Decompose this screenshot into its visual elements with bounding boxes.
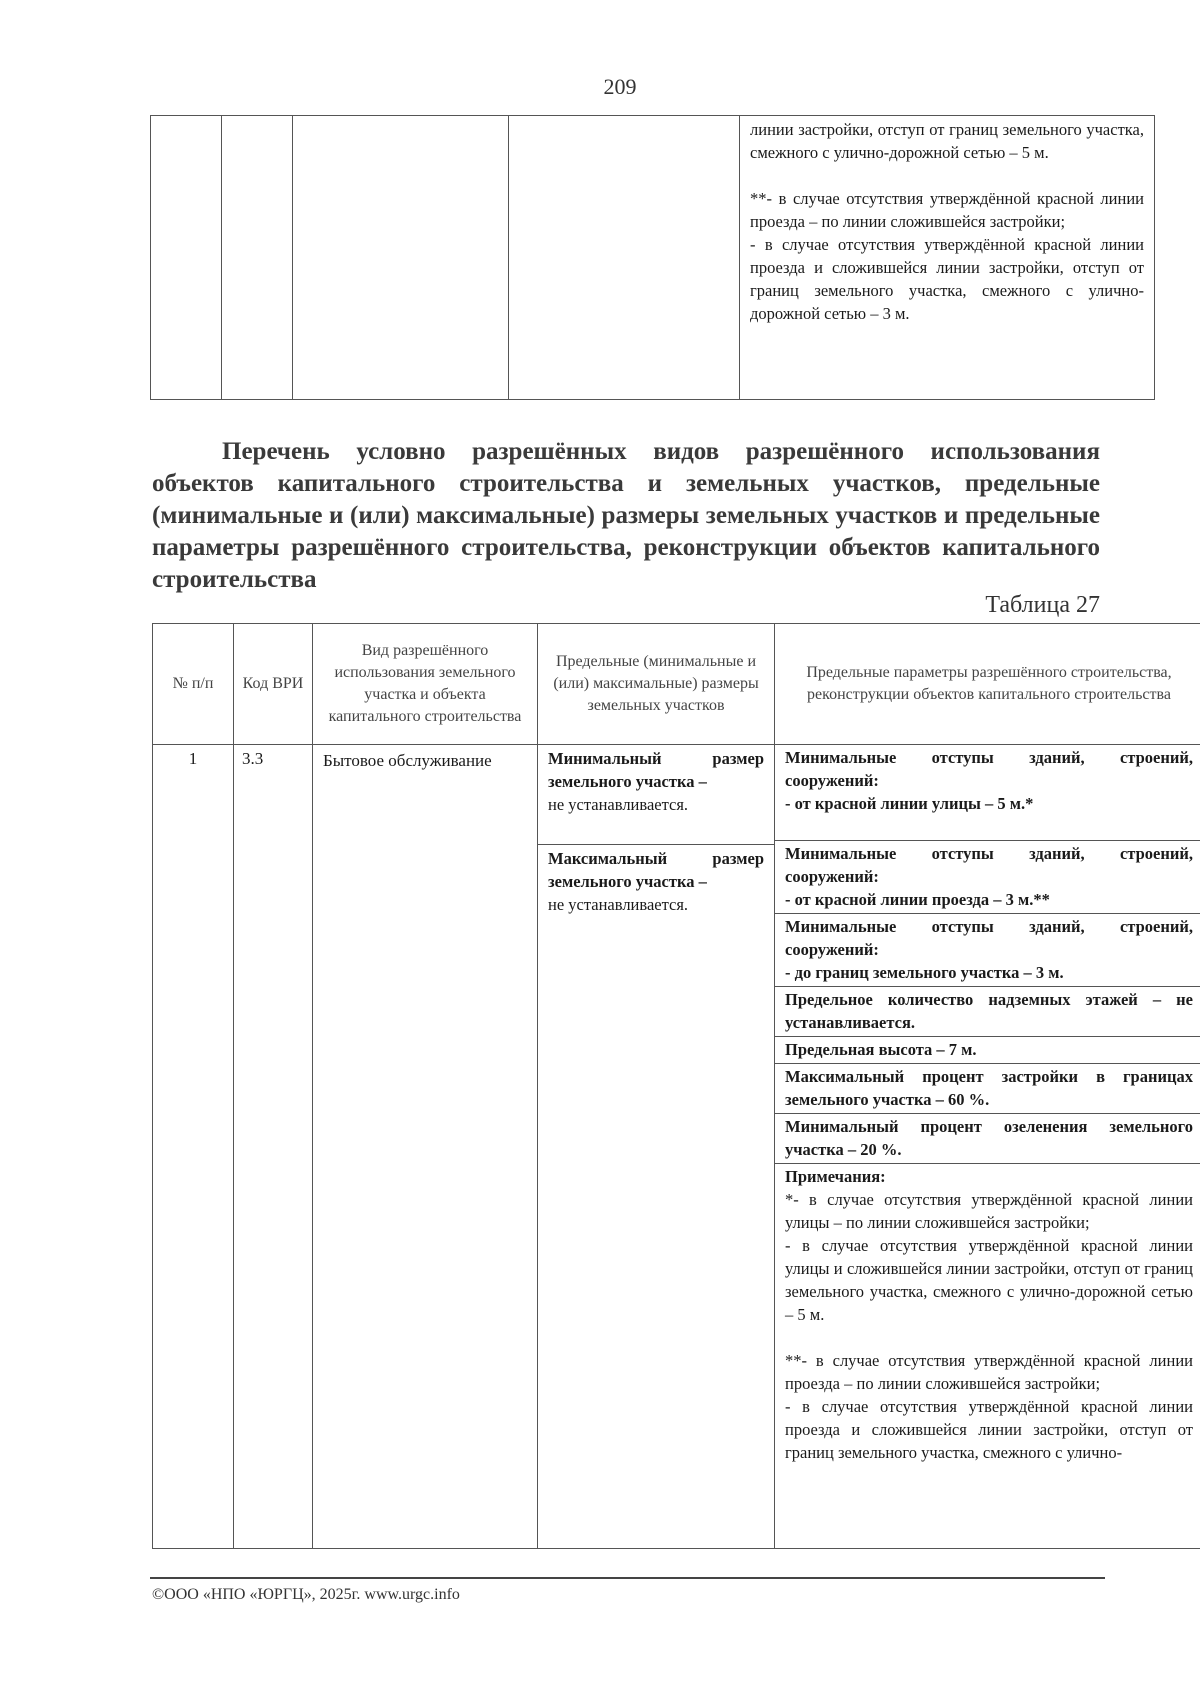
table-row: [153, 745, 1200, 1549]
param-setback-street: Минимальные отступы зданий, строений, сооружений: - от красной линии улицы – 5 м.*: [775, 745, 1200, 841]
param-notes: [775, 1164, 1200, 1466]
section-heading: Перечень условно разрешённых видов разрешённого использования объектов капитального строительства и земельных участков, предельные (минимальные и (или) максимальные) размеры земельных участков и предельные параметры разрешённого строительства, реконструкции объектов капитального строительства: [152, 438, 1100, 593]
cont-text-c: - в случае отсутствия утверждённой красной линии проезда и сложившейся линии застройки, отступ от границ земельного участка, смежного с улично-дорожной сетью – 3 м.: [750, 235, 1144, 323]
row-code: 3.3: [234, 745, 313, 1549]
param-height: Предельная высота – 7 м.: [775, 1037, 1200, 1064]
note-1: *- в случае отсутствия утверждённой красной линии улицы – по линии сложившейся застройки;: [785, 1190, 1193, 1232]
cont-cell-params: [740, 116, 1155, 400]
pred-min-value: не устанавливается.: [548, 795, 689, 814]
header-num: № п/п: [153, 624, 234, 745]
note-2: - в случае отсутствия утверждённой красной линии улицы и сложившейся линии застройки, отступ от границ земельного участка, смежного с улично-дорожной сетью – 5 м.: [785, 1236, 1193, 1324]
table-label: Таблица 27: [985, 592, 1100, 618]
param-min-greening: Минимальный процент озеленения земельного участка – 20 %.: [775, 1114, 1200, 1164]
main-table: [152, 623, 1200, 1549]
pred-min-title: Минимальный размер земельного участка –: [548, 749, 764, 791]
cont-text-a: линии застройки, отступ от границ земельного участка, смежного с улично-дорожной сетью – 5 м.: [750, 120, 1144, 162]
continuation-table: [150, 115, 1155, 400]
cont-cell-code: [222, 116, 293, 400]
param-setback-driveway: Минимальные отступы зданий, строений, сооружений: - от красной линии проезда – 3 м.**: [775, 841, 1200, 914]
row-pred: [538, 745, 775, 1549]
header-pred: Предельные (минимальные и (или) максимальные) размеры земельных участков: [538, 624, 775, 745]
row-vid: Бытовое обслуживание: [313, 745, 538, 1549]
footer-divider: [150, 1577, 1105, 1579]
param-max-coverage: Максимальный процент застройки в границах земельного участка – 60 %.: [775, 1064, 1200, 1114]
note-4: - в случае отсутствия утверждённой красной линии проезда и сложившейся линии застройки, отступ от границ земельного участка, смежного с улично-: [785, 1397, 1193, 1462]
param-setback-boundary: Минимальные отступы зданий, строений, сооружений: - до границ земельного участка – 3 м.: [775, 914, 1200, 987]
pred-max-value: не устанавливается.: [548, 895, 689, 914]
pred-max-block: [538, 845, 774, 920]
row-params: [775, 745, 1200, 1549]
param-floors: Предельное количество надземных этажей – не устанавливается.: [775, 987, 1200, 1037]
header-code: Код ВРИ: [234, 624, 313, 745]
pred-min-block: [538, 745, 774, 845]
cont-text-b: **- в случае отсутствия утверждённой красной линии проезда – по линии сложившейся застройки;: [750, 189, 1144, 231]
header-row: [153, 624, 1200, 745]
pred-max-title: Максимальный размер земельного участка –: [548, 849, 764, 891]
note-3: **- в случае отсутствия утверждённой красной линии проезда – по линии сложившейся застройки;: [785, 1351, 1193, 1393]
notes-title: Примечания:: [785, 1167, 886, 1186]
header-vid: Вид разрешённого использования земельного участка и объекта капитального строительства: [313, 624, 538, 745]
row-num: 1: [153, 745, 234, 1549]
cont-cell-num: [151, 116, 222, 400]
cont-cell-pred: [509, 116, 740, 400]
footer-copyright: ©ООО «НПО «ЮРГЦ», 2025г. www.urgc.info: [152, 1586, 460, 1603]
page-number: 209: [603, 74, 637, 99]
header-params: Предельные параметры разрешённого строительства, реконструкции объектов капитального строительства: [775, 624, 1200, 745]
cont-cell-vid: [293, 116, 509, 400]
